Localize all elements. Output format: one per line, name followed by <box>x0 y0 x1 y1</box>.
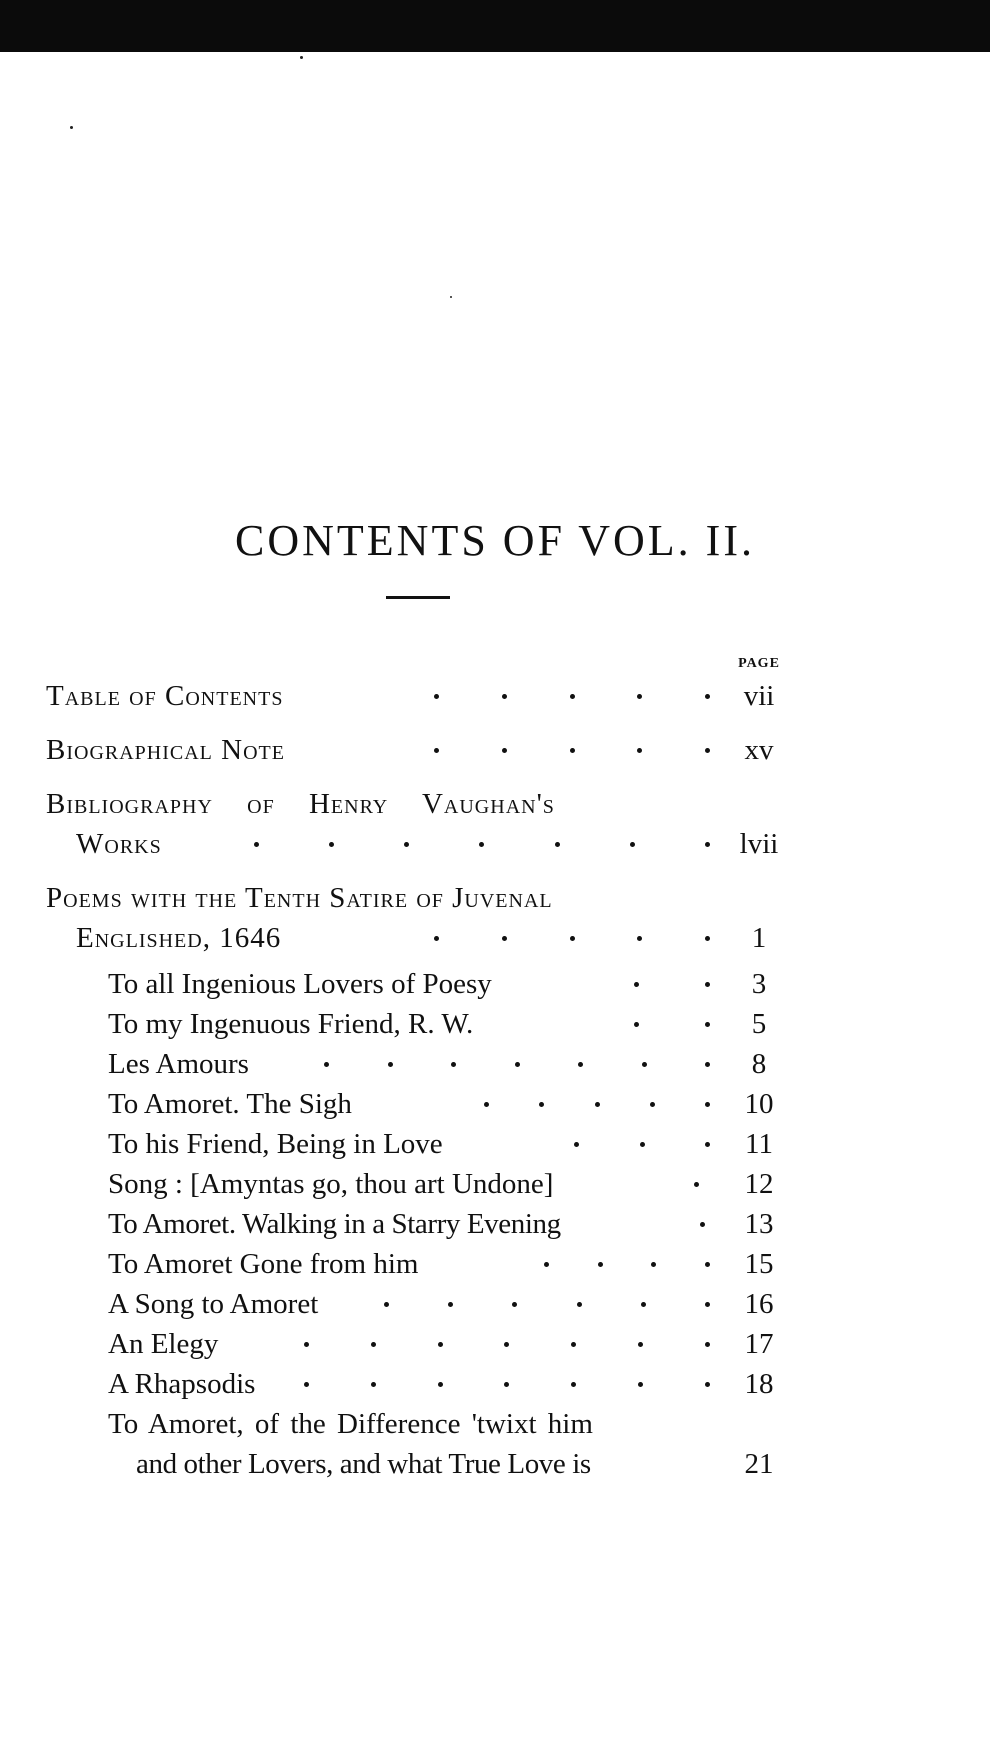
toc-entry-title: Song : [Amyntas go, thou art Undone] <box>108 1168 554 1200</box>
toc-entry <box>46 784 794 824</box>
toc-entry-page: 5 <box>751 1008 767 1040</box>
dot-leader <box>544 1244 724 1284</box>
dot-leader <box>634 1004 724 1044</box>
toc-entry-title: A Song to Amoret <box>108 1288 319 1320</box>
dot-leader <box>304 1324 724 1364</box>
toc-entry-title: To Amoret, of the Difference 'twixt him <box>108 1408 593 1440</box>
toc-entry-title: Table of Contents <box>46 680 284 712</box>
toc-entry-title: To Amoret Gone from him <box>108 1248 419 1280</box>
toc-subentry <box>46 1324 794 1364</box>
toc-subentry <box>46 964 794 1004</box>
dot-leader <box>384 1284 724 1324</box>
dot-leader <box>574 1124 724 1164</box>
toc-entry-page: 10 <box>744 1088 774 1120</box>
toc-entry-page: lvii <box>739 828 779 860</box>
toc-subentry <box>46 1004 794 1044</box>
toc-entry-title: To my Ingenuous Friend, R. W. <box>108 1008 474 1040</box>
toc-subentry <box>46 1044 794 1084</box>
toc-entry-page: 11 <box>745 1128 773 1160</box>
toc-entry-page: 18 <box>744 1368 774 1400</box>
dot-leader <box>694 1164 724 1204</box>
scan-speck <box>70 126 73 129</box>
dot-leader <box>700 1204 724 1244</box>
toc-entry-title: To all Ingenious Lovers of Poesy <box>108 968 492 1000</box>
toc-entry-page: 12 <box>744 1168 774 1200</box>
dot-leader <box>484 1084 724 1124</box>
dot-leader <box>434 730 724 770</box>
toc-entry-continuation <box>46 918 794 958</box>
scan-top-border <box>0 0 990 52</box>
toc-entry-title: Works <box>76 828 162 860</box>
toc-entry-title: A Rhapsodis <box>108 1368 256 1400</box>
scan-speck <box>300 56 303 59</box>
scan-speck <box>450 296 452 298</box>
toc-subentry-continuation <box>46 1444 794 1484</box>
toc-entry-page: vii <box>743 680 775 712</box>
toc-entry <box>46 730 794 770</box>
toc-entry-page: 3 <box>751 968 767 1000</box>
toc-subentry <box>46 1404 794 1444</box>
toc-entry-continuation <box>46 824 794 864</box>
toc-entry-title: Biographical Note <box>46 734 285 766</box>
table-of-contents <box>46 652 794 1484</box>
toc-entry-page: 13 <box>744 1208 774 1240</box>
toc-entry-title: Bibliography of Henry Vaughan's <box>46 788 555 820</box>
toc-entry-title: Les Amours <box>108 1048 249 1080</box>
toc-subentry <box>46 1084 794 1124</box>
toc-entry-page: 21 <box>744 1448 774 1480</box>
toc-entry <box>46 676 794 716</box>
toc-entry-page: 17 <box>744 1328 774 1360</box>
toc-entry-page: xv <box>744 734 774 766</box>
dot-leader <box>304 1364 724 1404</box>
toc-entry-page: 16 <box>744 1288 774 1320</box>
toc-subentry <box>46 1164 794 1204</box>
toc-entry-title: Englished, 1646 <box>76 922 282 954</box>
toc-entry-title: Poems with the Tenth Satire of Juvenal <box>46 882 553 914</box>
toc-entry-title: To Amoret. The Sigh <box>108 1088 352 1120</box>
toc-entry-page: 15 <box>744 1248 774 1280</box>
toc-entry-page: 8 <box>751 1048 767 1080</box>
page-title: CONTENTS OF VOL. II. <box>235 516 755 566</box>
toc-entry-title: To his Friend, Being in Love <box>108 1128 443 1160</box>
toc-entry-page: 1 <box>751 922 767 954</box>
page-column-heading: PAGE <box>738 656 780 671</box>
toc-entry <box>46 878 794 918</box>
toc-entry-title: An Elegy <box>108 1328 219 1360</box>
toc-subentry <box>46 1124 794 1164</box>
dot-leader <box>254 824 724 864</box>
toc-entry-title: To Amoret. Walking in a Starry Evening <box>108 1208 561 1240</box>
title-rule <box>386 596 450 599</box>
dot-leader <box>434 676 724 716</box>
dot-leader <box>634 964 724 1004</box>
toc-subentry <box>46 1364 794 1404</box>
dot-leader <box>324 1044 724 1084</box>
toc-subentry <box>46 1244 794 1284</box>
toc-subentry <box>46 1204 794 1244</box>
toc-subentry <box>46 1284 794 1324</box>
dot-leader <box>434 918 724 958</box>
toc-entry-title: and other Lovers, and what True Love is <box>136 1448 591 1480</box>
